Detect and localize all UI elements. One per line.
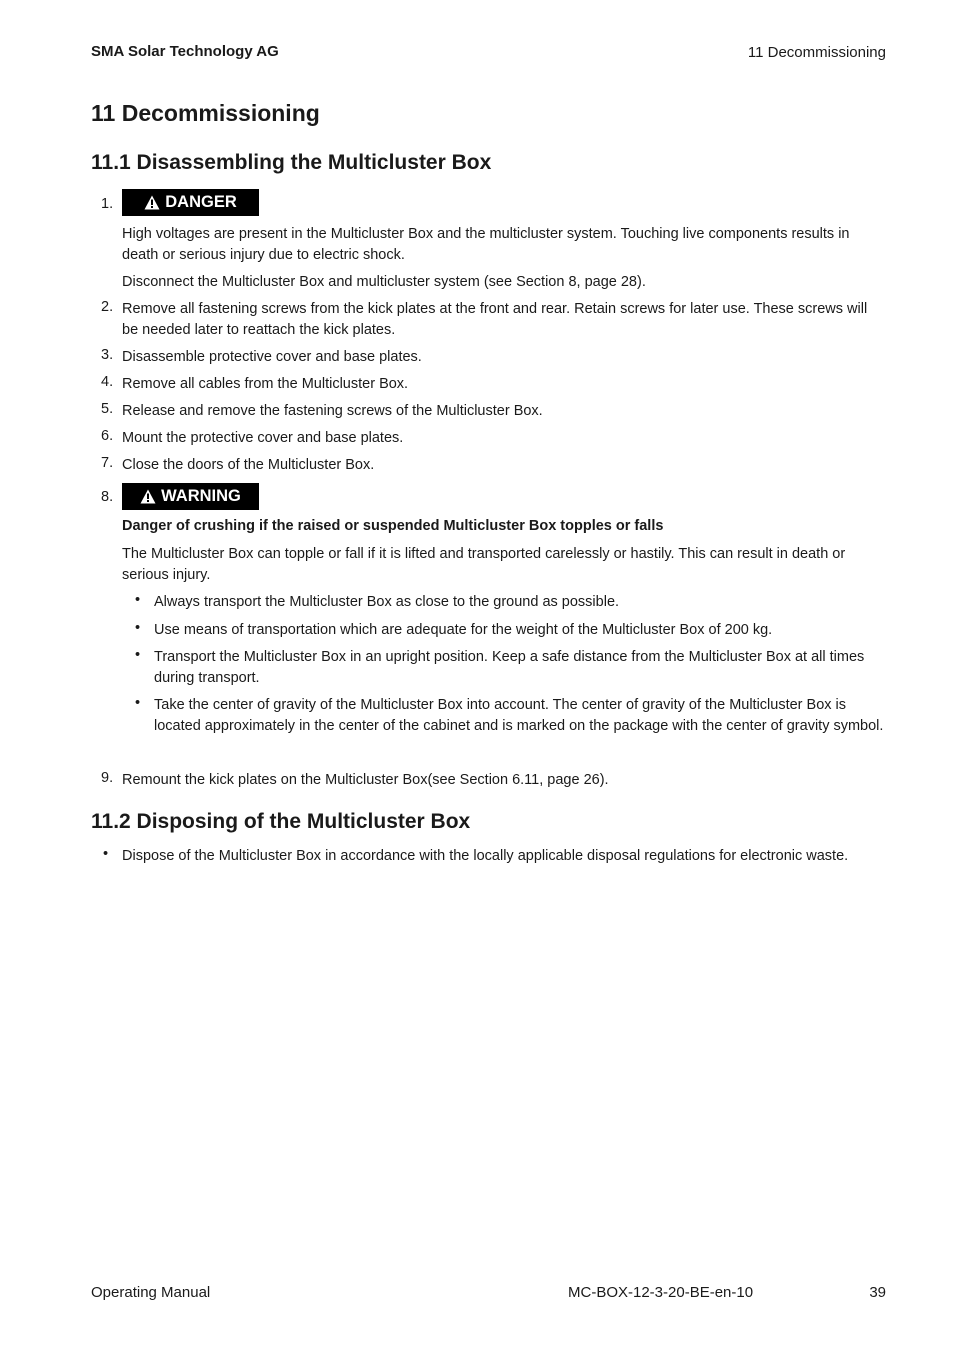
bullet-marker: •	[135, 647, 141, 663]
warning-bullet-1: Always transport the Multicluster Box as close to the ground as possible.	[154, 594, 620, 610]
step-text-5: Release and remove the fastening screws of the Multicluster Box.	[122, 403, 543, 419]
warning-text: The Multicluster Box can topple or fall if it is lifted and transported carelessly or hastily. This can result in death or serious injury.	[122, 546, 846, 583]
bullet-marker: •	[135, 620, 141, 636]
step-text-2: Remove all fastening screws from the kick plates at the front and rear. Retain screws for later use. These screws will be needed later to reattach the kick plates.	[122, 301, 868, 338]
step-number-8: 8.	[101, 489, 114, 505]
step-text-6: Mount the protective cover and base plates.	[122, 430, 404, 446]
danger-label: DANGER	[165, 193, 237, 211]
warning-bullet-3: Transport the Multicluster Box in an upright position. Keep a safe distance from the Multicluster Box at all times during transport.	[154, 649, 865, 686]
step-number-3: 3.	[101, 347, 114, 363]
header-section: 11 Decommissioning	[747, 44, 886, 61]
warning-triangle-icon	[144, 195, 160, 210]
step-text-4: Remove all cables from the Multicluster Box.	[122, 376, 409, 392]
warning-label: WARNING	[161, 487, 241, 505]
header-company: SMA Solar Technology AG	[91, 43, 279, 60]
danger-action: Disconnect the Multicluster Box and multicluster system (see Section 8, page 28).	[122, 274, 646, 290]
footer-manual: Operating Manual	[91, 1284, 211, 1301]
bullet-marker: •	[135, 695, 141, 711]
section-heading-disposing: 11.2 Disposing of the Multicluster Box	[91, 810, 471, 833]
footer-page-number: 39	[869, 1284, 886, 1301]
warning-bullet-2: Use means of transportation which are adequate for the weight of the Multicluster Box of 200 kg.	[154, 622, 773, 638]
step-text-7: Close the doors of the Multicluster Box.	[122, 457, 375, 473]
warning-title: Danger of crushing if the raised or suspended Multicluster Box topples or falls	[122, 518, 664, 534]
step-text-9: Remount the kick plates on the Multicluster Box(see Section 6.11, page 26).	[122, 772, 609, 788]
footer-doc-code: MC-BOX-12-3-20-BE-en-10	[568, 1284, 754, 1301]
bullet-marker: •	[135, 592, 141, 608]
warning-triangle-icon	[140, 489, 156, 504]
warning-bullet-4: Take the center of gravity of the Multicluster Box into account. The center of gravity of the Multicluster Box is located approximately in the center of the cabinet and is marked on the package with the center of gravity symbol.	[154, 697, 884, 734]
danger-text: High voltages are present in the Multicluster Box and the multicluster system. Touching live components results in death or serious injury due to electric shock.	[122, 226, 850, 263]
step-number-5: 5.	[101, 401, 114, 417]
section-heading-disassembling: 11.1 Disassembling the Multicluster Box	[91, 151, 492, 174]
step-number-9: 9.	[101, 770, 114, 786]
disposal-bullet-1: Dispose of the Multicluster Box in accordance with the locally applicable disposal regulations for electronic waste.	[122, 848, 849, 864]
warning-badge	[122, 483, 259, 510]
step-number-6: 6.	[101, 428, 114, 444]
step-text-3: Disassemble protective cover and base plates.	[122, 349, 422, 365]
step-number-7: 7.	[101, 455, 114, 471]
step-number-2: 2.	[101, 299, 114, 315]
danger-badge	[122, 189, 259, 216]
bullet-marker: •	[103, 846, 109, 862]
step-number-1: 1.	[101, 196, 114, 212]
step-number-4: 4.	[101, 374, 114, 390]
page-title: 11 Decommissioning	[91, 100, 320, 126]
